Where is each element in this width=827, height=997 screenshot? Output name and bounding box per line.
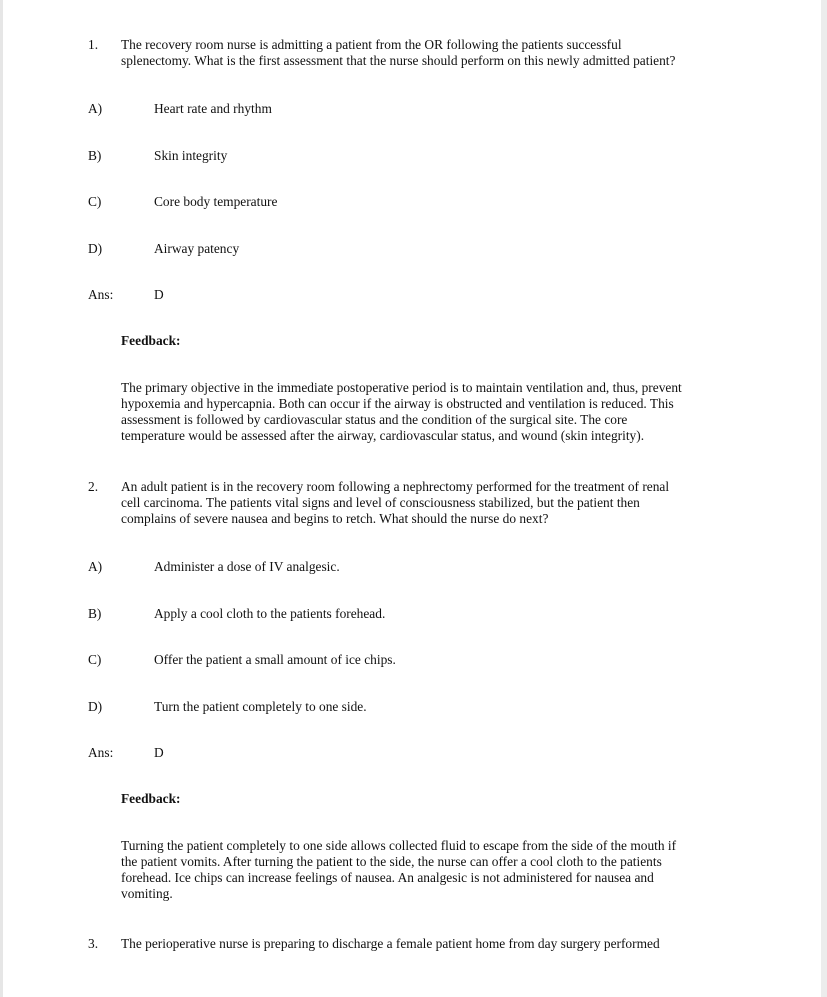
feedback-label: Feedback: [121, 791, 181, 806]
feedback-line: The primary objective in the immediate postoperative period is to maintain ventilation and, thus, prevent [121, 380, 682, 395]
feedback-label: Feedback: [121, 333, 181, 348]
option-text: Skin integrity [154, 148, 228, 163]
feedback-line: hypoxemia and hypercapnia. Both can occur if the airway is obstructed and ventilation is reduced. This [121, 396, 674, 411]
question-stem-line: splenectomy. What is the first assessment that the nurse should perform on this newly admitted patient? [121, 53, 676, 68]
option-text: Airway patency [154, 241, 240, 256]
question-number: 2. [88, 479, 99, 494]
option-letter: C) [88, 652, 102, 667]
option-letter: A) [88, 101, 103, 116]
question-number: 3. [88, 936, 99, 951]
option-text: Turn the patient completely to one side. [154, 699, 367, 714]
question-stem-line: The recovery room nurse is admitting a patient from the OR following the patients successful [121, 37, 622, 52]
feedback-line: Turning the patient completely to one side allows collected fluid to escape from the side of the mouth if [121, 838, 677, 853]
option-letter: C) [88, 194, 102, 209]
option-text: Offer the patient a small amount of ice chips. [154, 652, 396, 667]
option-text: Administer a dose of IV analgesic. [154, 559, 340, 574]
option-letter: B) [88, 606, 102, 621]
page-left-edge [0, 0, 3, 997]
feedback-line: assessment is followed by cardiovascular status and the condition of the surgical site. The core [121, 412, 628, 427]
option-letter: D) [88, 241, 103, 256]
answer-label: Ans: [88, 745, 114, 760]
question-stem-line: An adult patient is in the recovery room following a nephrectomy performed for the treatment of renal [121, 479, 670, 494]
feedback-line: the patient vomits. After turning the patient to the side, the nurse can offer a cool cloth to the patients [121, 854, 662, 869]
question-stem-line: complains of severe nausea and begins to retch. What should the nurse do next? [121, 511, 549, 526]
feedback-line: forehead. Ice chips can increase feelings of nausea. An analgesic is not administered for nausea and [121, 870, 654, 885]
option-text: Core body temperature [154, 194, 278, 209]
option-letter: D) [88, 699, 103, 714]
option-letter: B) [88, 148, 102, 163]
question-number: 1. [88, 37, 99, 52]
question-stem-line: The perioperative nurse is preparing to discharge a female patient home from day surgery performed [121, 936, 660, 951]
feedback-line: temperature would be assessed after the airway, cardiovascular status, and wound (skin integrity). [121, 428, 645, 443]
answer-value: D [154, 287, 164, 302]
question-stem-line: cell carcinoma. The patients vital signs and level of consciousness stabilized, but the patient then [121, 495, 640, 510]
option-text: Heart rate and rhythm [154, 101, 272, 116]
feedback-line: vomiting. [121, 886, 173, 901]
page-right-edge [821, 0, 827, 997]
answer-label: Ans: [88, 287, 114, 302]
option-text: Apply a cool cloth to the patients forehead. [154, 606, 386, 621]
option-letter: A) [88, 559, 103, 574]
answer-value: D [154, 745, 164, 760]
